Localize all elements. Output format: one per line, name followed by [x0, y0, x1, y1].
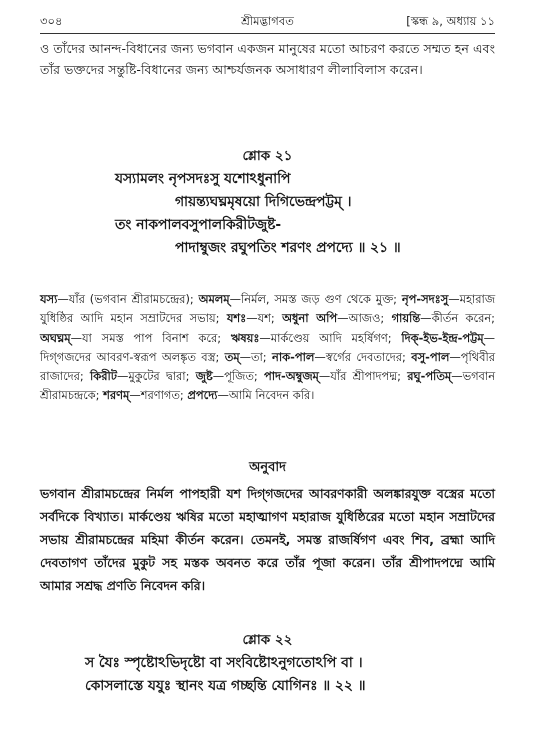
synonym-word: শরণম্	[103, 388, 130, 403]
synonym-meaning: —মুকুটের দ্বারা;	[116, 369, 196, 384]
synonym-word: দিক্-ইভ-ইন্দ্র-পট্টম্	[401, 330, 484, 345]
synonym-word: অধুনা অপি	[282, 311, 338, 326]
page-number: ৩০৪	[40, 14, 63, 28]
synonyms-paragraph	[40, 290, 495, 406]
synonym-meaning: —মহারাজ যুধিষ্ঠির আদি মহান সম্রাটদের সভায়;	[40, 292, 496, 326]
synonym-meaning: —তা;	[239, 349, 273, 364]
synonym-word: জুষ্ট	[195, 369, 213, 384]
synonym-word: নাক-পাল	[272, 349, 315, 364]
synonym-meaning: —ভগবান শ্রীরামচন্দ্রকে;	[40, 369, 495, 403]
synonym-word: প্রপদ্যে	[187, 388, 218, 403]
synonym-meaning: —দিগ্‌গজদের আবরণ-স্বরূপ অলঙ্কৃত বস্ত্র;	[40, 330, 495, 364]
synonym-meaning: —যাঁর (ভগবান শ্রীরামচন্দ্রের);	[57, 292, 199, 306]
synonym-meaning: —আমি নিবেদন করি।	[217, 388, 315, 403]
synonym-meaning: —মার্কণ্ডেয় আদি মহর্ষিগণ;	[259, 330, 402, 345]
sloka-21-line-1: যস্যামলং নৃপসদঃসু যশোঽধুনাপি	[115, 171, 291, 187]
synonym-word: বসু-পাল	[411, 349, 450, 364]
chapter-reference: [স্কন্ধ ৯, অধ্যায় ১১	[406, 14, 495, 28]
synonym-word: ঋষয়ঃ	[230, 330, 260, 345]
synonym-meaning: —স্বর্গের দেবতাদের;	[314, 349, 412, 364]
synonym-meaning: —যাঁর শ্রীপাদপদ্ম;	[318, 369, 408, 384]
synonym-meaning: —পৃথিবীর রাজাদের;	[40, 349, 495, 384]
sloka-22-line-2: কোসলাস্তে যযুঃ স্থানং যত্র গচ্ছন্তি যোগিনঃ ॥ ২২ ॥	[85, 678, 366, 694]
synonym-meaning: —যা সমস্ত পাপ বিনাশ করে;	[70, 330, 231, 345]
synonym-meaning: —নির্মল, সমস্ত জড় গুণ থেকে মুক্ত;	[229, 292, 402, 306]
synonym-word: অমলম্	[198, 292, 230, 306]
synonym-meaning: —শরণাগত;	[129, 388, 188, 403]
header-rule	[40, 33, 495, 34]
synonym-word: তম্	[224, 349, 240, 364]
intro-text: ও তাঁদের আনন্দ-বিধানের জন্য ভগবান একজন মানুষের মতো আচরণ করতে সম্মত হন এবং তাঁর ভক্তদের সন্তুষ্টি-বিধানের জন্য আশ্চর্যজনক অসাধারণ লীলাবিলাস করেন।	[40, 41, 495, 77]
synonym-meaning: —যশ;	[246, 311, 283, 326]
synonym-word: অঘঘ্নম্	[40, 330, 71, 345]
sloka-21-line-3: তং নাকপালবসুপালকিরীটজুষ্ট-	[115, 217, 282, 233]
synonym-word: পাদ-অম্বুজম্	[264, 369, 319, 384]
running-header	[40, 12, 495, 30]
synonym-word: রঘু-পতিম্	[407, 369, 452, 384]
sloka-21-line-2: গায়ন্ত্যঘঘ্নমৃষয়ো দিগিভেন্দ্রপট্টম্ ।	[175, 194, 352, 210]
synonym-word: যশঃ	[226, 311, 247, 326]
synonym-meaning: —পূজিত;	[212, 369, 264, 384]
translation-heading: অনুবাদ	[249, 460, 286, 475]
sloka-21-heading: শ্লোক ২১	[242, 148, 293, 164]
translation-paragraph: ভগবান শ্রীরামচন্দ্রের নির্মল পাপহারী যশ দিগ্‌গজদের আবরণকারী অলঙ্কারযুক্ত বস্ত্রের মতো সর্বদিকে বিখ্যাত। মার্কণ্ডেয় ঋষির মতো মহাত্মাগণ মহারাজ যুধিষ্ঠিরের মতো মহান সম্রাটদের সভায় শ্রীরামচন্দ্রের মহিমা কীর্তন করেন। তেমনই, সমস্ত রাজর্ষিগণ এবং শিব, ব্রহ্মা আদি দেবতাগণ তাঁদের মুকুট সহ মস্তক অবনত করে তাঁর পূজা করেন। তাঁর শ্রীপাদপদ্মে আমি আমার সশ্রদ্ধ প্রণতি নিবেদন করি।	[40, 486, 495, 593]
book-title: শ্রীমদ্ভাগবত	[241, 14, 294, 28]
synonym-meaning: —আজও;	[337, 311, 392, 326]
synonym-word: নৃপ-সদঃসু	[401, 292, 449, 306]
sloka-22-heading: শ্লোক ২২	[242, 632, 293, 648]
synonym-meaning: —কীর্তন করেন;	[420, 311, 495, 326]
synonym-word: গায়ন্তি	[391, 311, 421, 326]
intro-paragraph	[40, 38, 495, 80]
sloka-22-line-1: স যৈঃ স্পৃষ্টোঽভিদৃষ্টো বা সংবিষ্টোঽনুগতোঽপি বা ।	[85, 655, 363, 671]
sloka-21-line-4: পাদাম্বুজং রঘুপতিং শরণং প্রপদ্যে ॥ ২১ ॥	[175, 240, 401, 256]
synonym-word: কিরীট	[90, 369, 117, 384]
synonym-word: যস্য	[40, 292, 58, 306]
